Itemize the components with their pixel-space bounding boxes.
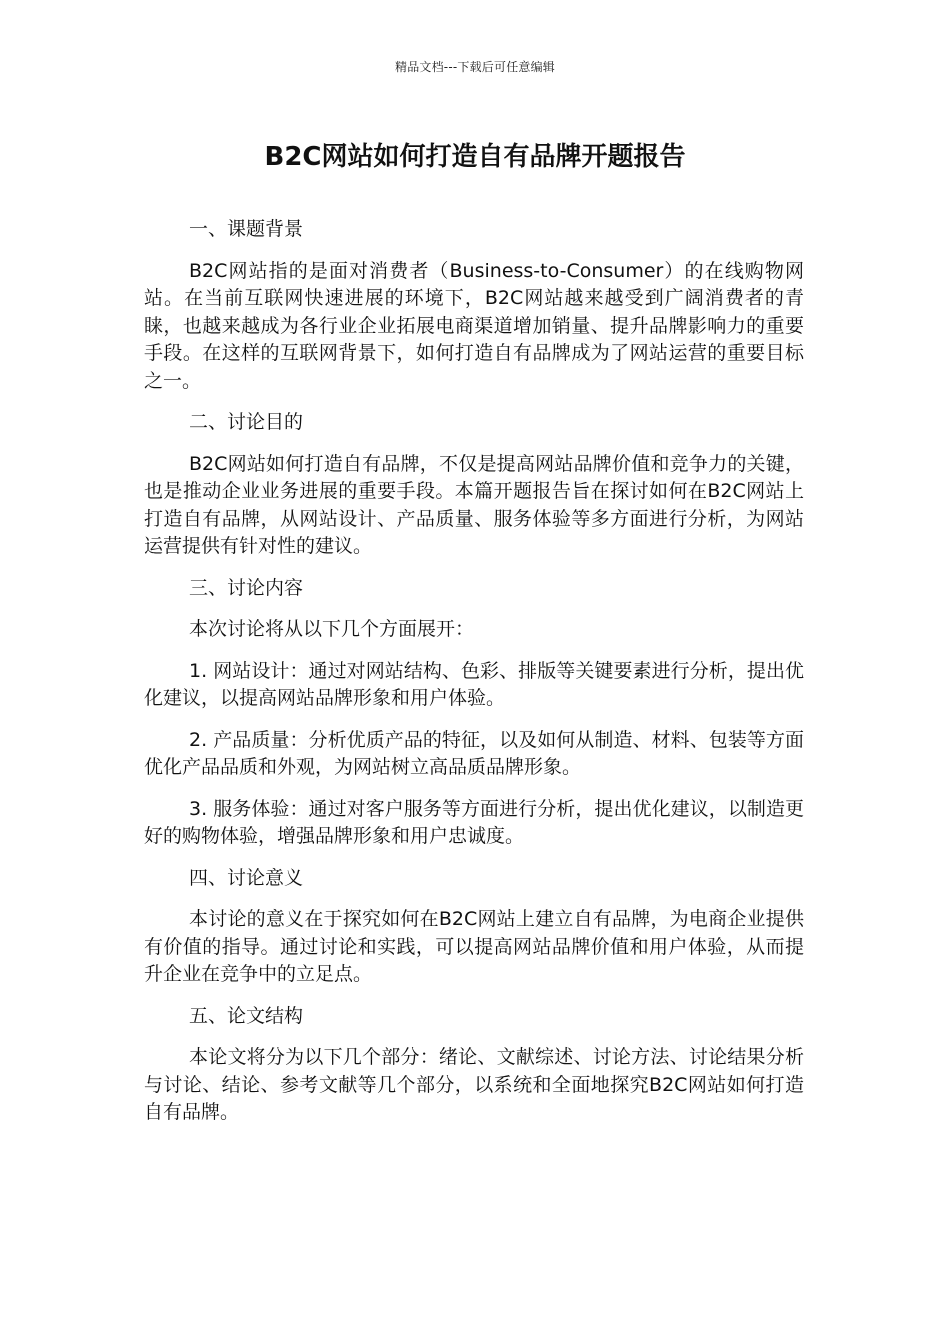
section-heading-structure: 五、论文结构	[189, 1004, 304, 1027]
document-title: B2C网站如何打造自有品牌开题报告	[264, 142, 686, 172]
paragraph-purpose: B2C网站如何打造自有品牌，不仅是提高网站品牌价值和竞争力的关键，也是推动企业业务进展的重要手段。本篇开题报告旨在探讨如何在B2C网站上打造自有品牌，从网站设计、产品质量、服务体验等多方面进行分析，为网站运营提供有针对性的建议。	[144, 452, 804, 557]
paragraph-background: B2C网站指的是面对消费者（Business-to-Consumer）的在线购物网站。在当前互联网快速进展的环境下，B2C网站越来越受到广阔消费者的青睐，也越来越成为各行业企业拓展电商渠道增加销量、提升品牌影响力的重要手段。在这样的互联网背景下，如何打造自有品牌成为了网站运营的重要目标之一。	[144, 259, 804, 392]
header-note: 精品文档---下载后可任意编辑	[395, 60, 555, 74]
paragraph-content-item-3: 3. 服务体验：通过对客户服务等方面进行分析，提出优化建议，以制造更好的购物体验，增强品牌形象和用户忠诚度。	[144, 797, 804, 847]
paragraph-content-intro: 本次讨论将从以下几个方面展开：	[189, 618, 475, 640]
paragraph-content-item-2: 2. 产品质量：分析优质产品的特征，以及如何从制造、材料、包装等方面优化产品品质和外观，为网站树立高品质品牌形象。	[144, 728, 804, 778]
paragraph-significance: 本讨论的意义在于探究如何在B2C网站上建立自有品牌，为电商企业提供有价值的指导。通过讨论和实践，可以提高网站品牌价值和用户体验，从而提升企业在竞争中的立足点。	[144, 908, 804, 985]
paragraph-content-item-1: 1. 网站设计：通过对网站结构、色彩、排版等关键要素进行分析，提出优化建议，以提高网站品牌形象和用户体验。	[144, 659, 804, 709]
section-heading-significance: 四、讨论意义	[189, 866, 304, 889]
paragraph-structure: 本论文将分为以下几个部分：绪论、文献综述、讨论方法、讨论结果分析与讨论、结论、参考文献等几个部分，以系统和全面地探究B2C网站如何打造自有品牌。	[144, 1046, 804, 1123]
section-heading-background: 一、课题背景	[189, 218, 304, 240]
section-heading-purpose: 二、讨论目的	[189, 411, 304, 433]
section-heading-content: 三、讨论内容	[189, 576, 304, 599]
document-body	[144, 216, 804, 1141]
